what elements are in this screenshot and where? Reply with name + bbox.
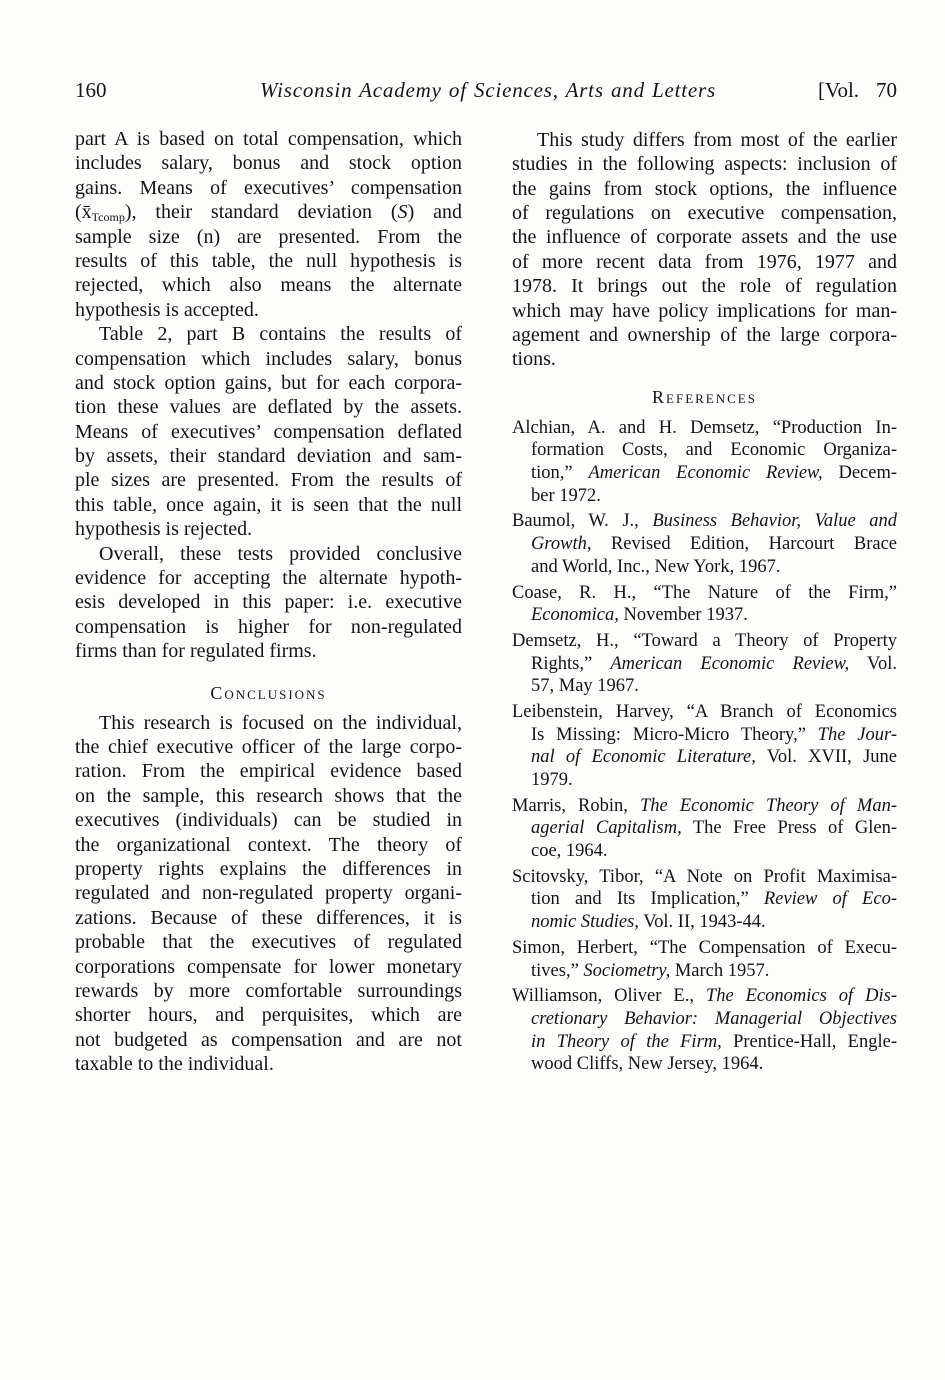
- right-column: [512, 128, 897, 1079]
- text-line: sample size (n) are presented. From the: [75, 225, 462, 248]
- text-line: [512, 795, 897, 818]
- text-line: the gains from stock options, the influence: [512, 177, 897, 200]
- text-line: 57, May 1967.: [531, 676, 639, 697]
- text-run: (x̄: [75, 201, 92, 224]
- text-run: Vol. II, 1943-44.: [638, 912, 766, 933]
- reference-item: [512, 630, 897, 698]
- reference-item: [512, 417, 897, 508]
- italic-text: Sociometry,: [583, 960, 671, 981]
- reference-item: [512, 937, 897, 982]
- text-line: gains. Means of executives’ compensation: [75, 176, 462, 199]
- text-line: of more recent data from 1976, 1977 and: [512, 250, 897, 273]
- italic-text: Review of Eco-: [763, 889, 897, 910]
- text-line: 1978. It brings out the role of regulation: [512, 275, 897, 298]
- text-line: which may have policy implications for man-: [512, 299, 897, 322]
- text-run: ) and: [407, 201, 462, 224]
- conclusions-paragraphs: [75, 711, 462, 1077]
- text-line: Leibenstein, Harvey, “A Branch of Economics: [512, 701, 897, 722]
- text-line: [512, 1031, 897, 1054]
- text-run: Baumol, W. J.,: [512, 511, 653, 532]
- italic-text: nal of Economic Literature,: [531, 747, 756, 768]
- subscript-text: Tcomp: [91, 210, 125, 225]
- text-line: [512, 1008, 897, 1031]
- text-line: Simon, Herbert, “The Compensation of Execu-: [512, 937, 897, 958]
- text-line: compensation which includes salary, bonus: [75, 347, 462, 370]
- text-line: formation Costs, and Economic Organiza-: [531, 440, 897, 461]
- text-line: [512, 911, 897, 934]
- text-run: Marris, Robin,: [512, 795, 640, 816]
- volume-label: [Vol. 70: [818, 78, 897, 102]
- text-line: [512, 462, 897, 485]
- text-run: March 1957.: [670, 960, 770, 981]
- text-run: ), their standard deviation (: [124, 201, 398, 224]
- text-line: by assets, their standard deviation and sam-: [75, 445, 462, 468]
- references-list: [512, 417, 897, 1076]
- text-line: property rights explains the differences in: [75, 857, 462, 880]
- text-line: includes salary, bonus and stock option: [75, 152, 462, 175]
- journal-title: Wisconsin Academy of Sciences, Arts and Letters: [260, 78, 716, 102]
- text-line: hypothesis is rejected.: [75, 518, 253, 541]
- text-line: wood Cliffs, New Jersey, 1964.: [531, 1054, 764, 1075]
- text-line: studies in the following aspects: inclusion of: [512, 153, 897, 176]
- italic-text: S: [397, 201, 408, 224]
- italic-text: The Jour-: [817, 724, 898, 745]
- italic-text: Business Behavior, Value and: [652, 511, 897, 532]
- text-line: the chief executive officer of the large corpo-: [75, 735, 462, 758]
- text-line: Means of executives’ compensation deflated: [75, 420, 462, 443]
- text-line: Coase, R. H., “The Nature of the Firm,”: [512, 582, 897, 603]
- text-line: regulated and non-regulated property organi-: [75, 882, 462, 905]
- text-line: this table, once again, it is seen that the null: [75, 493, 462, 516]
- italic-text: American Economic Review,: [610, 653, 850, 674]
- text-line: [75, 200, 462, 224]
- text-line: and World, Inc., New York, 1967.: [531, 556, 781, 577]
- text-line: shorter hours, and perquisites, which are: [75, 1004, 462, 1027]
- text-line: coe, 1964.: [531, 841, 608, 862]
- text-line: rejected, which also means the alternate: [75, 274, 462, 297]
- text-line: [512, 653, 897, 676]
- left-column: [75, 127, 462, 1076]
- text-line: 1979.: [531, 770, 573, 791]
- reference-item: [512, 510, 897, 578]
- body-paragraphs: [512, 128, 897, 372]
- text-run: tion,”: [531, 463, 589, 484]
- text-line: ple sizes are presented. From the results of: [75, 469, 462, 492]
- text-line: Overall, these tests provided conclusive: [99, 542, 462, 565]
- italic-text: Economica,: [531, 605, 619, 626]
- text-run: The Free Press of Glen-: [681, 818, 897, 839]
- text-line: tions.: [512, 348, 556, 371]
- text-line: the influence of corporate assets and the use: [512, 226, 897, 249]
- references-heading: References: [652, 386, 757, 407]
- conclusions-heading: Conclusions: [210, 682, 327, 703]
- text-line: the organizational context. The theory of: [75, 833, 462, 856]
- paragraph: [512, 128, 897, 372]
- text-line: rewards by more comfortable surroundings: [75, 979, 462, 1002]
- reference-item: [512, 795, 897, 863]
- text-line: tion these values are deflated by the assets.: [75, 396, 462, 419]
- italic-text: The Economic Theory of Man-: [640, 795, 897, 816]
- page-number: 160: [75, 78, 107, 102]
- italic-text: agerial Capitalism,: [531, 818, 682, 839]
- italic-text: nomic Studies,: [531, 912, 639, 933]
- text-line: results of this table, the null hypothesis is: [75, 249, 462, 272]
- text-line: hypothesis is accepted.: [75, 298, 259, 321]
- text-line: probable that the executives of regulated: [75, 931, 462, 954]
- text-line: taxable to the individual.: [75, 1053, 274, 1076]
- italic-text: cretionary Behavior: Managerial Objectives: [531, 1008, 897, 1029]
- text-line: on the sample, this research shows that the: [75, 784, 462, 807]
- text-line: [512, 985, 897, 1008]
- text-line: Alchian, A. and H. Demsetz, “Production In-: [512, 417, 897, 438]
- text-line: compensation is higher for non-regulated: [75, 615, 462, 638]
- text-line: zations. Because of these differences, it is: [75, 906, 462, 929]
- italic-text: The Economics of Dis-: [705, 986, 897, 1007]
- text-run: Rights,”: [531, 653, 611, 674]
- text-line: part A is based on total compensation, which: [75, 128, 462, 150]
- text-run: Is Missing: Micro-Micro Theory,”: [531, 724, 818, 745]
- body-paragraphs: [75, 127, 462, 664]
- text-line: [512, 533, 897, 556]
- text-line: not budgeted as compensation and are not: [75, 1028, 462, 1051]
- text-line: [512, 746, 897, 769]
- paragraph: [75, 711, 462, 1077]
- text-line: executives (individuals) can be studied in: [75, 809, 462, 832]
- italic-text: in Theory of the Firm,: [531, 1031, 722, 1052]
- text-line: Table 2, part B contains the results of: [99, 323, 462, 346]
- text-run: tives,”: [531, 960, 584, 981]
- text-line: and stock option gains, but for each corpora-: [75, 371, 462, 394]
- text-line: esis developed in this paper: i.e. executive: [75, 591, 462, 614]
- text-run: November 1937.: [618, 605, 748, 626]
- text-line: corporations compensate for lower monetary: [75, 955, 462, 978]
- text-line: [512, 510, 897, 533]
- text-line: evidence for accepting the alternate hypoth-: [75, 567, 462, 590]
- references-section: [512, 385, 897, 1076]
- text-line: [512, 724, 897, 747]
- text-line: [512, 888, 897, 911]
- italic-text: Growth,: [531, 534, 592, 555]
- text-run: Prentice-Hall, Engle-: [721, 1031, 897, 1052]
- text-line: ber 1972.: [531, 485, 601, 506]
- reference-item: [512, 582, 897, 627]
- text-line: ration. From the empirical evidence based: [75, 760, 462, 783]
- text-line: This research is focused on the individual,: [99, 711, 462, 734]
- text-line: This study differs from most of the earlier: [537, 128, 897, 151]
- text-run: Decem-: [822, 463, 898, 484]
- reference-item: [512, 701, 897, 792]
- text-run: tion and Its Implication,”: [531, 889, 764, 910]
- reference-item: [512, 985, 897, 1076]
- text-run: Revised Edition, Harcourt Brace: [591, 534, 897, 555]
- text-run: Vol.: [849, 653, 897, 674]
- text-line: [512, 960, 897, 983]
- italic-text: American Economic Review,: [588, 463, 823, 484]
- conclusions-section: [75, 681, 462, 1077]
- reference-item: [512, 866, 897, 934]
- text-run: Williamson, Oliver E.,: [512, 986, 706, 1007]
- text-line: agement and ownership of the large corpora-: [512, 323, 897, 346]
- text-line: firms than for regulated firms.: [75, 640, 317, 663]
- text-line: Scitovsky, Tibor, “A Note on Profit Maximisa-: [512, 866, 897, 887]
- paragraph: [75, 127, 462, 322]
- text-line: [512, 817, 897, 840]
- text-line: of regulations on executive compensation,: [512, 201, 897, 224]
- paragraph: [75, 542, 462, 664]
- text-line: [512, 604, 897, 627]
- text-run: Vol. XVII, June: [755, 747, 897, 768]
- paragraph: [75, 322, 462, 542]
- text-line: Demsetz, H., “Toward a Theory of Property: [512, 630, 897, 651]
